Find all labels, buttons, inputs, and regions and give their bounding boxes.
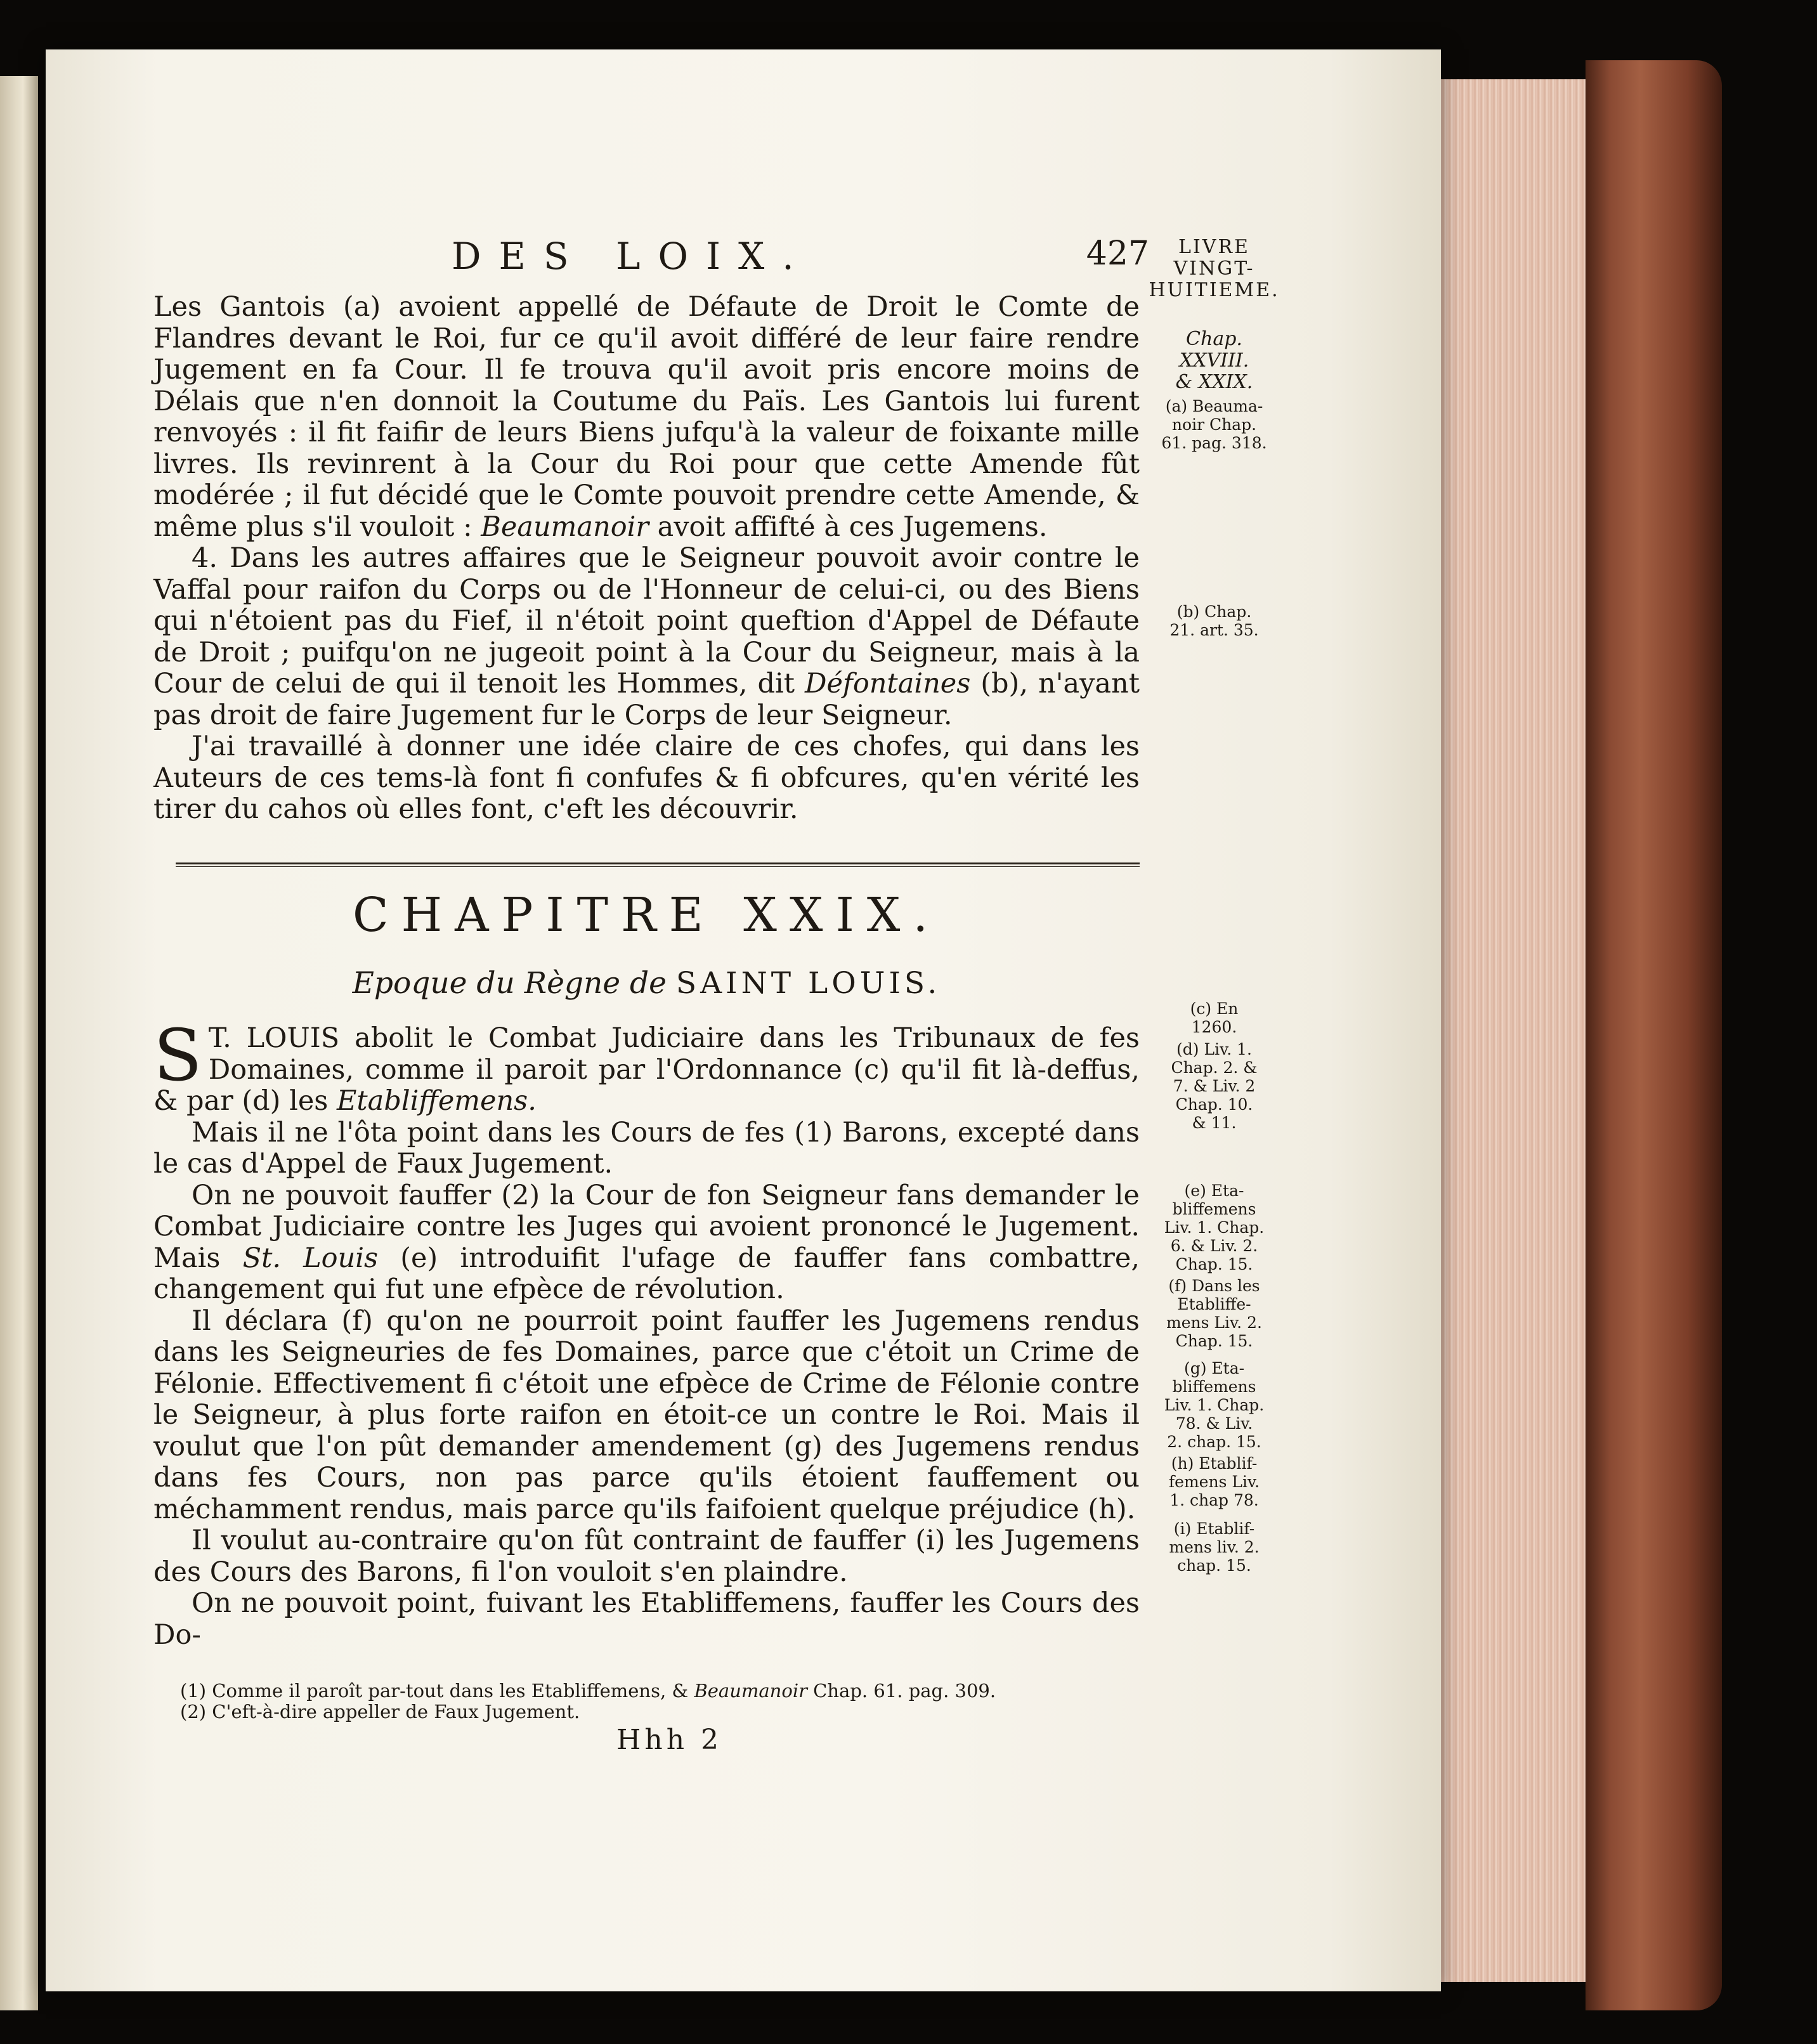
running-title: DES LOIX. — [452, 235, 812, 278]
margin-note-g: (g) Eta- bliffemens Liv. 1. Chap. 78. & Liv. 2. chap. 15. — [1164, 1359, 1265, 1451]
paragraph: 4. Dans les autres affaires que le Seigneur pouvoit avoir contre le Vaffal pour raifon du Corps ou de l'Honneur de celui-ci, ou des Biens qui n'étoient pas du Fief, il n'étoit point queftion d'Appel de Défaute de Droit ; puifqu'on ne jugeoit point à la Cour du Seigneur, mais à la Cour de celui de qui il tenoit les Hommes, dit Défontaines (b), n'ayant pas droit de faire Jugement fur le Corps de leur Seigneur. — [153, 542, 1140, 731]
book-cover — [1586, 60, 1722, 2010]
drop-cap: S — [153, 1015, 202, 1097]
paragraph: On ne pouvoit fauffer (2) la Cour de fon Seigneur fans demander le Combat Judiciaire contre les Juges qui avoient prononcé le Jugement. Mais St. Louis (e) introduifit l'ufage de fauffer fans combattre, changement qui fut une efpèce de révolution. — [153, 1179, 1140, 1305]
margin-note-e: (e) Eta- bliffemens Liv. 1. Chap. 6. & Liv. 2. Chap. 15. — [1164, 1181, 1265, 1273]
paragraph: Les Gantois (a) avoient appellé de Défaute de Droit le Comte de Flandres devant le Roi, fur ce qu'il avoit différé de leur faire rendre Jugement en fa Cour. Il fe trouva qu'il avoit pris encore moins de Délais que n'en donnoit la Coutume du Païs. Les Gantois lui furent renvoyés : il fit faifir de leurs Biens jufqu'à la valeur de foixante mille livres. Ils revinrent à la Cour du Roi pour que cette Amende fût modérée ; il fut décidé que le Comte pouvoit prendre cette Amende, & même plus s'il vouloit : Beaumanoir avoit affifté à ces Jugemens. — [153, 291, 1140, 543]
paragraph: J'ai travaillé à donner une idée claire de ces chofes, qui dans les Auteurs de ces tems-là font fi confufes & fi obfcures, qu'en vérité les tirer du cahos où elles font, c'eft les découvrir. — [153, 731, 1140, 825]
paragraph: On ne pouvoit point, fuivant les Etabliffemens, fauffer les Cours des Do- — [153, 1587, 1140, 1651]
margin-note-d: (d) Liv. 1. Chap. 2. & 7. & Liv. 2 Chap. 10. & 11. — [1171, 1040, 1258, 1132]
margin-note-c: (c) En 1260. — [1190, 999, 1239, 1036]
top-text-block — [153, 292, 1140, 826]
margin-note-b: (b) Chap. 21. art. 35. — [1169, 602, 1259, 639]
margin-note-h: (h) Etablif- femens Liv. 1. chap 78. — [1168, 1454, 1260, 1509]
margin-note-i: (i) Etablif- mens liv. 2. chap. 15. — [1169, 1520, 1260, 1575]
facing-page-edge — [0, 76, 38, 2010]
margin-note-chap: Chap. XXVIII. & XXIX. — [1175, 328, 1253, 393]
footnotes — [180, 1681, 1131, 1722]
paragraph: Il voulut au-contraire qu'on fût contraint de fauffer (i) les Jugemens des Cours des Barons, fi l'on vouloit s'en plaindre. — [153, 1525, 1140, 1588]
paragraph: S T. LOUIS abolit le Combat Judiciaire dans les Tribunaux de fes Domaines, comme il paroit par l'Ordonnance (c) qu'il fit là-deffus, & par (d) les Etabliffemens. — [153, 1015, 1140, 1117]
footnote: (2) C'eft-à-dire appeller de Faux Jugement. — [180, 1701, 580, 1722]
running-head — [452, 235, 1149, 285]
section-rule — [176, 863, 1140, 867]
margin-note-a: (a) Beauma- noir Chap. 61. pag. 318. — [1161, 397, 1267, 452]
chapter-text-block — [153, 1015, 1140, 1651]
page-number: 427 — [1086, 235, 1149, 273]
margin-note-livre: LIVRE VINGT- HUITIEME. — [1149, 236, 1280, 301]
paragraph: Il déclara (f) qu'on ne pourroit point fauffer les Jugemens rendus dans les Seigneuries de fes Domaines, parce que c'étoit un Crime de Félonie. Effectivement fi c'étoit une efpèce de Crime de Félonie contre le Seigneur, à plus forte raifon en étoit-ce un contre le Roi. Mais il voulut que l'on pût demander amendement (g) des Jugemens rendus dans fes Cours, non pas parce qu'ils étoient fauffement ou méchamment rendus, mais parce qu'ils faifoient quelque préjudice (h). — [153, 1305, 1140, 1525]
margin-note-f: (f) Dans les Etabliffe- mens Liv. 2. Chap. 15. — [1166, 1277, 1262, 1350]
chapter-title: CHAPITRE XXIX. — [352, 888, 941, 942]
signature-mark: Hhh 2 — [616, 1724, 723, 1756]
book-page — [46, 49, 1441, 1991]
paragraph: Mais il ne l'ôta point dans les Cours de fes (1) Barons, excepté dans le cas d'Appel de Faux Jugement. — [153, 1116, 1140, 1180]
chapter-subtitle: Epoque du Règne de SAINT LOUIS. — [352, 966, 941, 1001]
footnote: (1) Comme il paroît par-tout dans les Etabliffemens, & Beaumanoir Chap. 61. pag. 309. — [180, 1680, 996, 1702]
page-edges — [1441, 79, 1587, 1982]
